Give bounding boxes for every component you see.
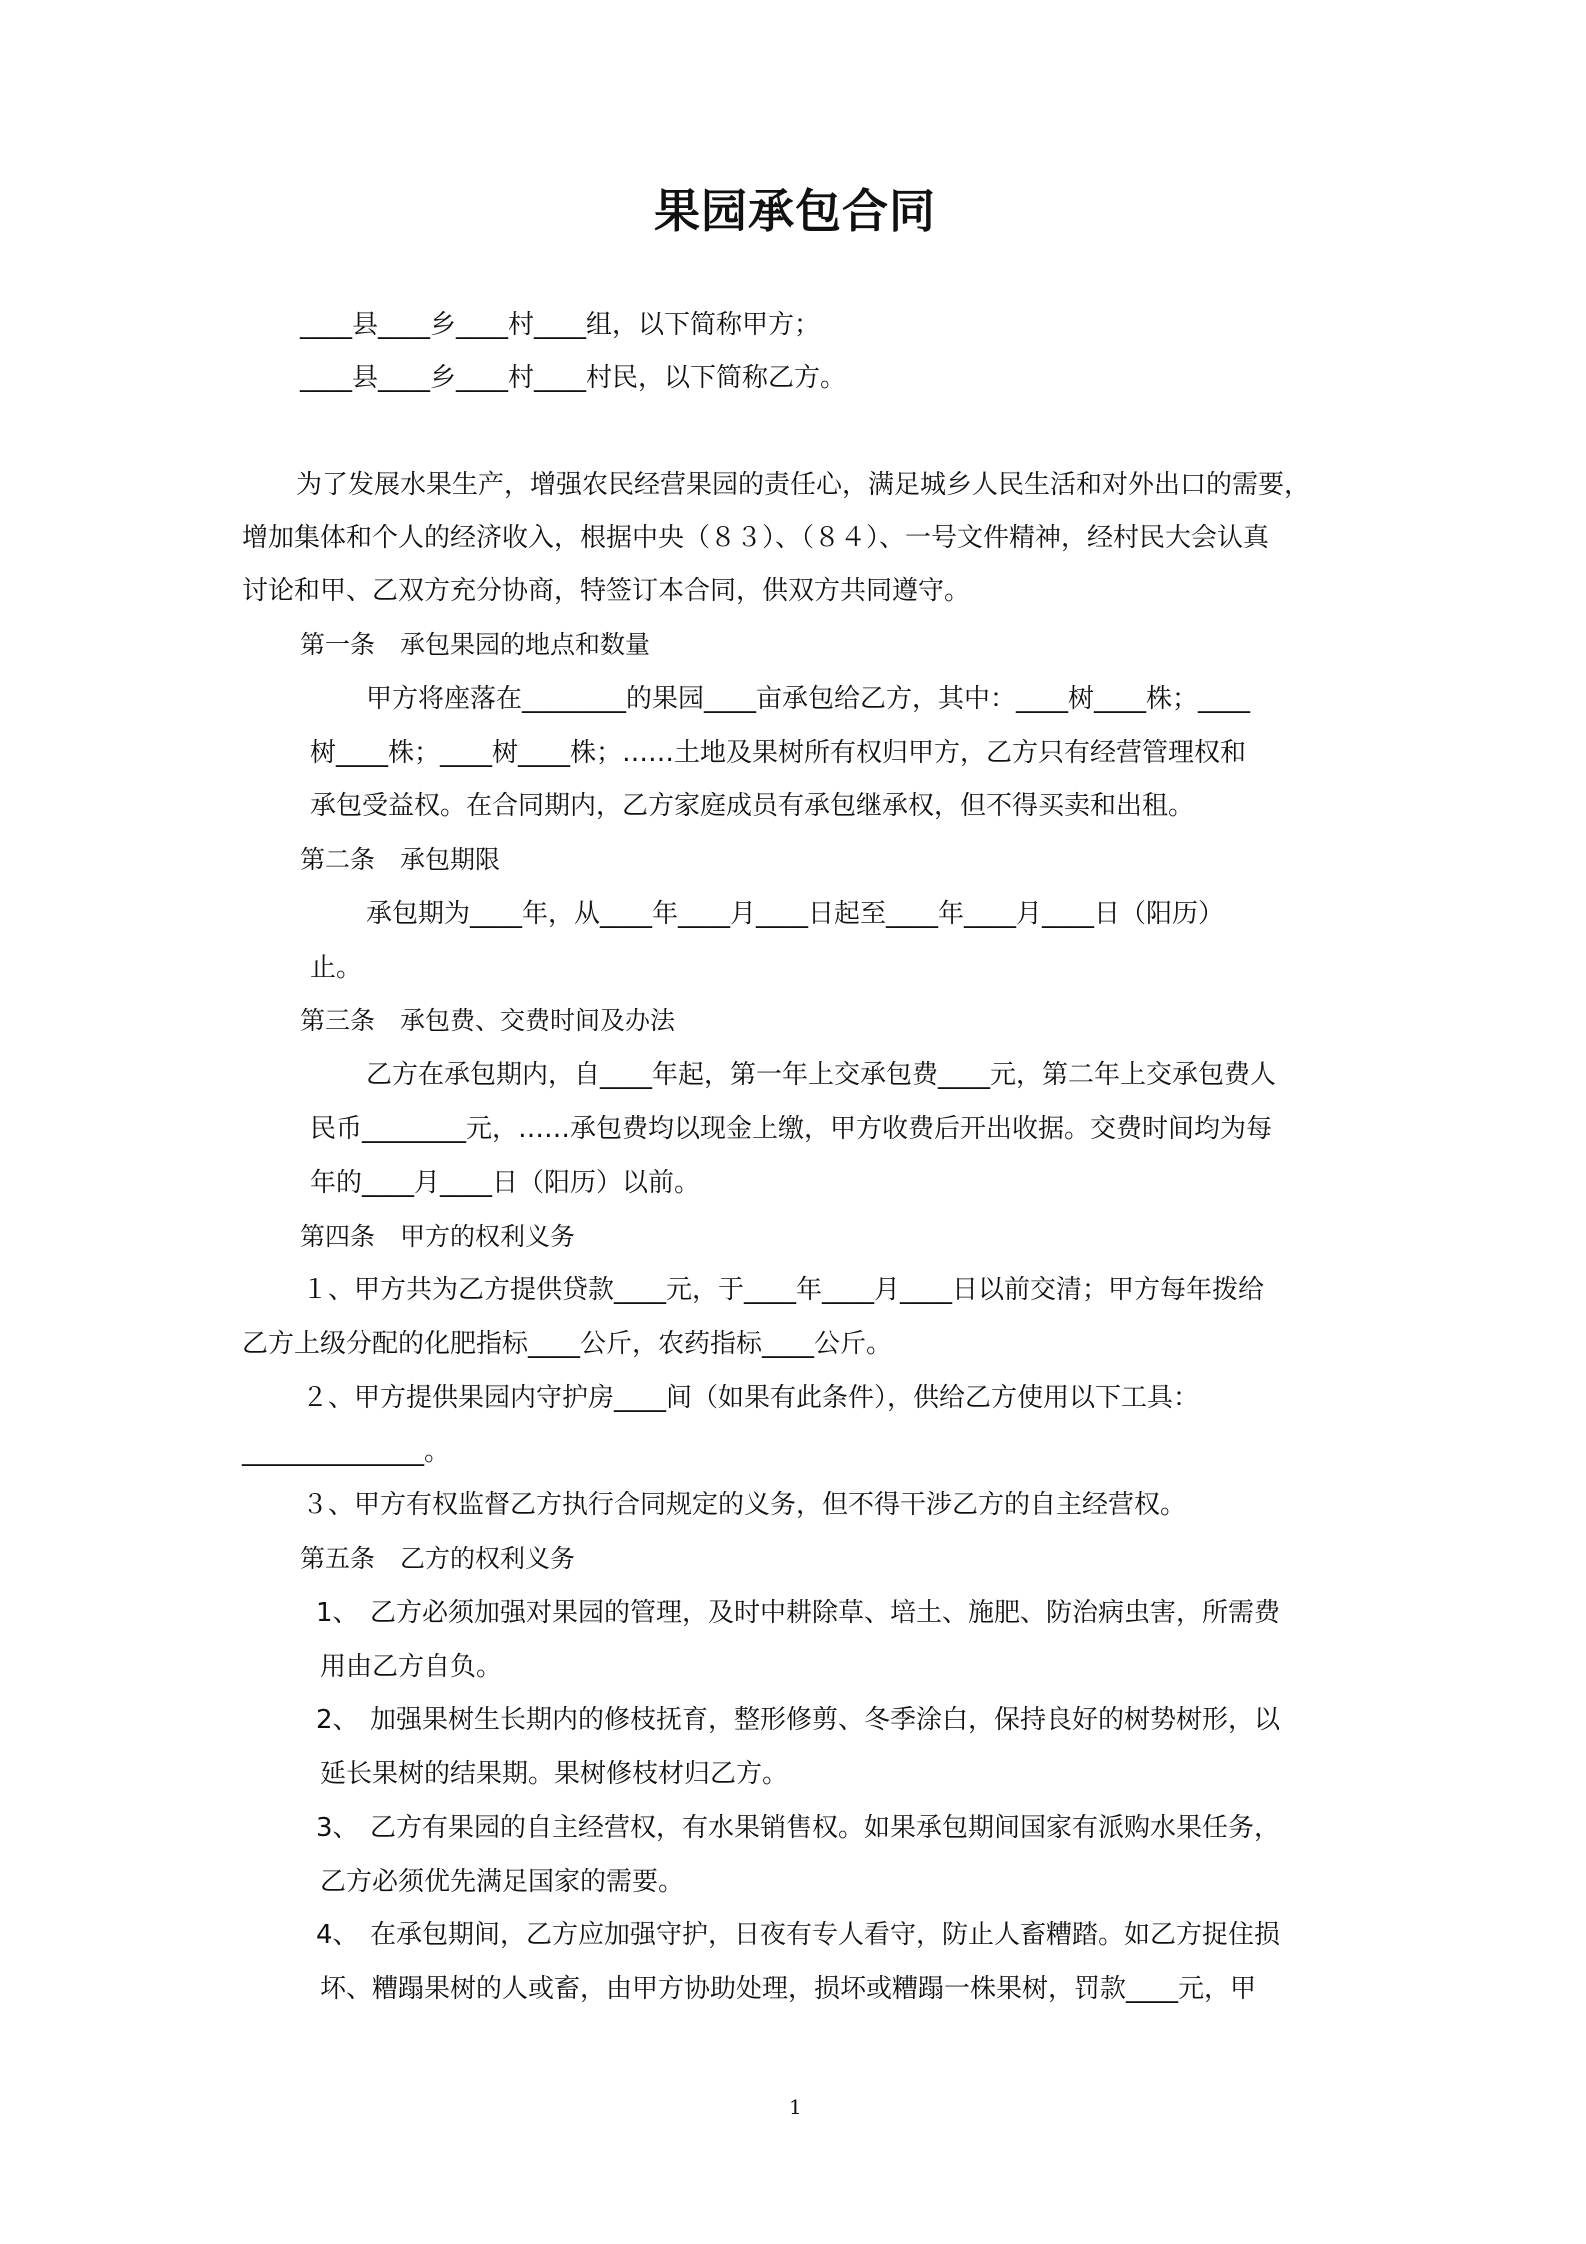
article-5-item-text: 延长果树的结果期。果树修枝材归乙方。 (320, 1759, 789, 1789)
article-5-item-number: 4、 (316, 1920, 359, 1950)
document-title: 果园承包合同 (654, 184, 936, 238)
article-3-text: 民币________元，……承包费均以现金上缴，甲方收费后开出收据。交费时间均为每 (310, 1114, 1273, 1144)
article-1-text: 承包受益权。在合同期内，乙方家庭成员有承包继承权，但不得买卖和出租。 (310, 791, 1195, 821)
article-3-text: 年的____月____日（阳历）以前。 (310, 1168, 701, 1198)
article-4-item: １、甲方共为乙方提供贷款____元，于____年____月____日以前交清；甲方每年拨给 (302, 1275, 1265, 1305)
article-3-heading: 第三条 承包费、交费时间及办法 (300, 1006, 676, 1035)
party-b-line: ____县____乡____村____村民，以下简称乙方。 (300, 363, 847, 393)
article-5-item-text: 乙方有果园的自主经营权，有水果销售权。如果承包期间国家有派购水果任务， (370, 1813, 1281, 1843)
article-5-item-text: 用由乙方自负。 (320, 1652, 503, 1682)
article-2-text: 止。 (310, 953, 363, 983)
article-4-heading: 第四条 甲方的权利义务 (300, 1222, 576, 1251)
article-2-text: 承包期为____年，从____年____月____日起至____年____月____日（阳历） (366, 899, 1225, 929)
page-number: 1 (789, 2095, 802, 2119)
article-5-item-number: 3、 (316, 1813, 359, 1843)
article-2-heading: 第二条 承包期限 (300, 845, 501, 874)
article-4-item: ３、甲方有权监督乙方执行合同规定的义务，但不得干涉乙方的自主经营权。 (302, 1490, 1187, 1520)
article-4-item: ______________。 (242, 1437, 451, 1467)
party-a-line: ____县____乡____村____组，以下简称甲方； (300, 310, 821, 340)
intro-line: 讨论和甲、乙双方充分协商，特签订本合同，供双方共同遵守。 (242, 576, 971, 606)
article-5-item-number: 2、 (316, 1705, 359, 1735)
article-5-item-text: 乙方必须优先满足国家的需要。 (320, 1867, 685, 1897)
article-5-item-text: 加强果树生长期内的修枝抚育，整形修剪、冬季涂白，保持良好的树势树形，以 (370, 1705, 1281, 1735)
article-5-item-text: 在承包期间，乙方应加强守护，日夜有专人看守，防止人畜糟踏。如乙方捉住损 (370, 1920, 1281, 1950)
article-1-text: 甲方将座落在________的果园____亩承包给乙方，其中：____树____株；____ (366, 684, 1251, 714)
article-5-item-number: 1、 (316, 1598, 359, 1628)
intro-line: 为了发展水果生产，增强农民经营果园的责任心，满足城乡人民生活和对外出口的需要， (296, 470, 1311, 500)
article-4-item: ２、甲方提供果园内守护房____间（如果有此条件），供给乙方使用以下工具： (302, 1383, 1200, 1413)
article-1-heading: 第一条 承包果园的地点和数量 (300, 630, 651, 659)
article-1-text: 树____株；____树____株；……土地及果树所有权归甲方，乙方只有经营管理权和 (310, 738, 1247, 768)
article-5-item-text: 乙方必须加强对果园的管理，及时中耕除草、培土、施肥、防治病虫害，所需费 (370, 1598, 1281, 1628)
intro-line: 增加集体和个人的经济收入，根据中央（８３）、（８４）、一号文件精神，经村民大会认真 (242, 523, 1270, 553)
article-5-heading: 第五条 乙方的权利义务 (300, 1544, 576, 1573)
article-4-item: 乙方上级分配的化肥指标____公斤，农药指标____公斤。 (242, 1329, 893, 1359)
article-5-item-text: 坏、糟蹋果树的人或畜，由甲方协助处理，损坏或糟蹋一株果树，罚款____元，甲 (320, 1974, 1257, 2004)
article-3-text: 乙方在承包期内，自____年起，第一年上交承包费____元，第二年上交承包费人 (366, 1060, 1277, 1090)
